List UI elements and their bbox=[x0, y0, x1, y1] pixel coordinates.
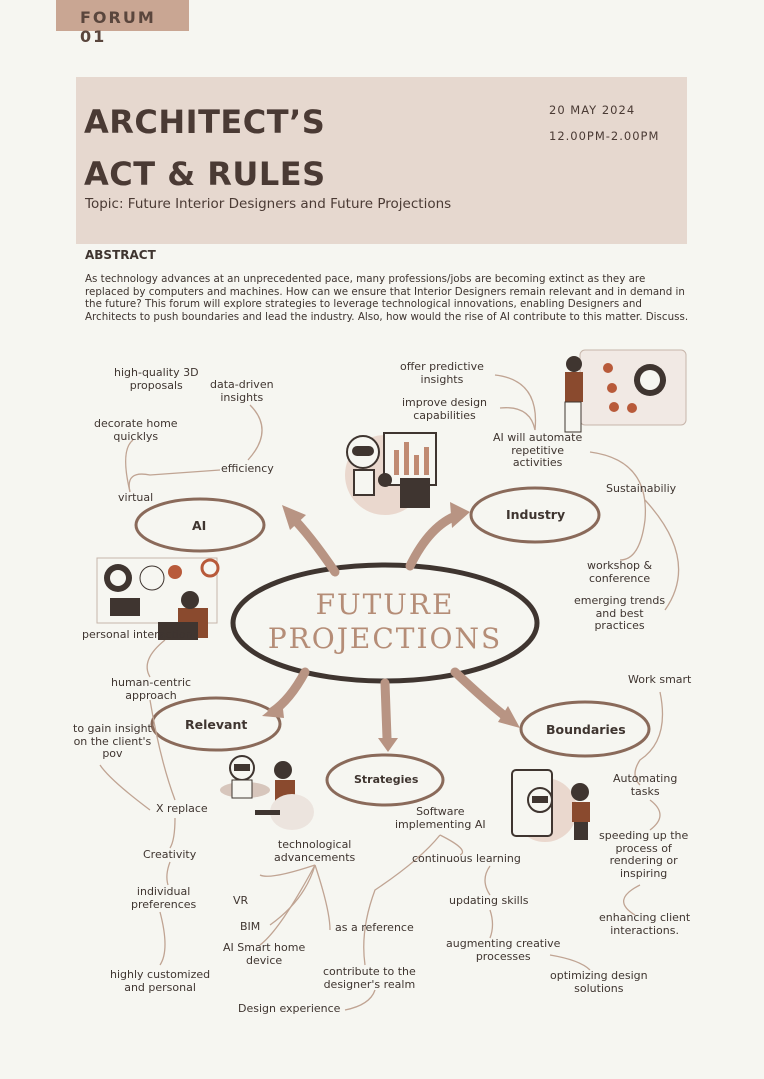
boundaries-node: Work smart bbox=[628, 673, 692, 686]
strategies-node: continuous learning bbox=[412, 852, 521, 865]
strategies-node: Design experience bbox=[238, 1002, 341, 1015]
center-title bbox=[260, 588, 510, 656]
industry-illustration bbox=[565, 350, 686, 432]
branch-industry-label: Industry bbox=[506, 507, 566, 522]
center-title-line-2: PROJECTIONS bbox=[267, 622, 503, 655]
relevant-node: X replace bbox=[156, 802, 208, 815]
ai-node: efficiency bbox=[221, 462, 274, 475]
arrow-to-boundaries bbox=[455, 672, 510, 720]
relevant-node: highly customized and personal bbox=[110, 968, 211, 994]
ai-node: decorate home quicklys bbox=[94, 417, 178, 443]
branch-strategies-label: Strategies bbox=[354, 773, 419, 786]
forum-tag-label: FORUM 01 bbox=[80, 8, 156, 46]
boundaries-node: enhancing client interactions. bbox=[599, 911, 691, 937]
strategies-node: VR bbox=[233, 894, 249, 907]
strategies-node: augmenting creative processes bbox=[446, 937, 561, 963]
title-line-1: ARCHITECT’S bbox=[84, 103, 326, 141]
event-time: 12.00PM-2.00PM bbox=[549, 129, 660, 143]
ai-node: high-quality 3D proposals bbox=[114, 366, 199, 392]
strategies-node: contribute to the designer's realm bbox=[323, 965, 416, 991]
arrow-to-industry bbox=[410, 515, 458, 566]
abstract-heading: ABSTRACT bbox=[85, 248, 156, 262]
ai-node: personal interaction bbox=[82, 628, 193, 641]
industry-node: AI will automate repetitive activities bbox=[493, 431, 583, 469]
relevant-node: human-centric approach bbox=[111, 676, 192, 702]
boundaries-node: speeding up the process of rendering or inspiring bbox=[599, 829, 689, 880]
center-title-line-1: FUTURE bbox=[315, 588, 455, 621]
topic-text: Topic: Future Interior Designers and Future Projections bbox=[85, 196, 452, 212]
title-line-2: ACT & RULES bbox=[84, 155, 326, 193]
abstract-text: As technology advances at an unprecedented pace, many professions/jobs are becoming extinct as they are replaced by computers and machines. How can we ensure that Interior Designers remain relevant and in demand in the future? This forum will explore strategies to leverage technological innovations, enabling Designers and Architects to push boundaries and lead the industry. Also, how would the rise of AI contribute to this matter. Discuss. bbox=[85, 273, 689, 323]
strategies-node: optimizing design solutions bbox=[550, 969, 648, 995]
boundaries-illustration bbox=[512, 770, 590, 842]
relevant-node: Creativity bbox=[143, 848, 197, 861]
industry-node: emerging trends and best practices bbox=[574, 594, 666, 632]
boundaries-node: Automating tasks bbox=[613, 772, 678, 798]
strategies-node: updating skills bbox=[449, 894, 529, 907]
ai-node: virtual bbox=[118, 491, 154, 504]
branch-ai-label: AI bbox=[192, 518, 207, 533]
branch-boundaries-label: Boundaries bbox=[546, 722, 626, 737]
ai-node: data-driven insights bbox=[210, 378, 274, 404]
strategies-node: Software implementing AI bbox=[395, 805, 486, 831]
strategies-node: BIM bbox=[240, 920, 261, 933]
arrow-to-strategies bbox=[385, 683, 387, 738]
strategies-node: as a reference bbox=[335, 921, 414, 934]
industry-node: offer predictive insights bbox=[400, 360, 484, 386]
industry-node: Sustainabiliy bbox=[606, 482, 677, 495]
relevant-node: individual preferences bbox=[131, 885, 197, 911]
ai-robot-illustration bbox=[345, 433, 436, 515]
industry-node: improve design capabilities bbox=[402, 396, 488, 422]
relevant-node: to gain insight on the client's pov bbox=[73, 722, 152, 760]
strategies-illustration bbox=[220, 756, 314, 830]
strategies-node: technological advancements bbox=[274, 838, 356, 864]
event-date: 20 MAY 2024 bbox=[549, 103, 636, 117]
industry-node: workshop & conference bbox=[587, 559, 653, 585]
strategies-node: AI Smart home device bbox=[223, 941, 306, 967]
branch-relevant-label: Relevant bbox=[185, 717, 248, 732]
